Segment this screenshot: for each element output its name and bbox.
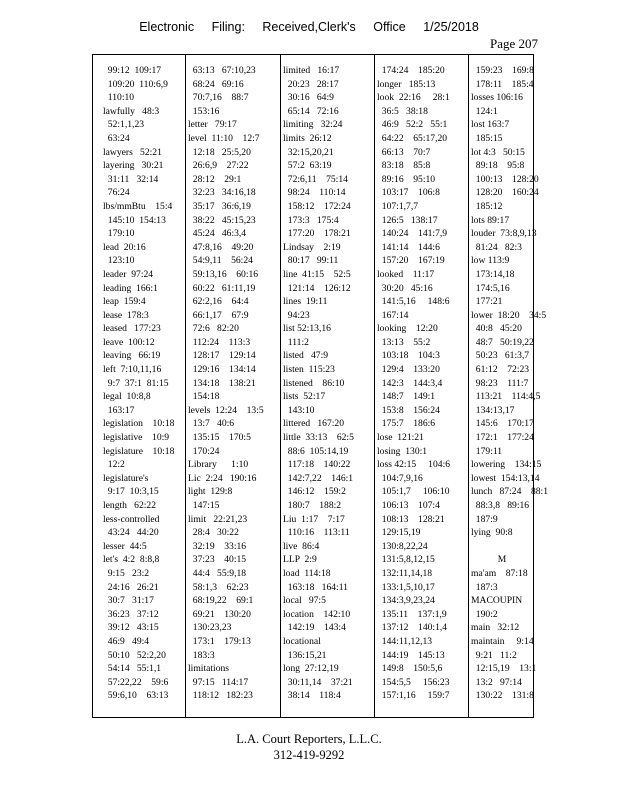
index-entry-line: 36:23 37:12 <box>103 608 159 620</box>
index-entry-line: limits 26:12 <box>283 132 332 144</box>
index-entry-line: 63:24 <box>103 132 130 144</box>
index-entry-line: locational <box>283 635 321 647</box>
index-entry-line: 142:3 144:3,4 <box>377 377 443 389</box>
index-entry-line: 163:18 164:11 <box>283 581 348 593</box>
index-entry-line: 145:10 154:13 <box>103 214 166 226</box>
index-entry-line: 118:12 182:23 <box>188 690 253 702</box>
index-entry-line: looked 11:17 <box>377 268 435 280</box>
index-entry-line: load 114:18 <box>283 567 331 579</box>
index-entry-line: 81:24 82:3 <box>471 241 522 253</box>
index-entry-line: live 86:4 <box>283 540 320 552</box>
index-entry-line: losses 106:16 <box>471 92 523 104</box>
index-entry-line: 68:19,22 69:1 <box>188 595 254 607</box>
index-entry-line: 63:13 67:10,23 <box>188 65 256 76</box>
index-entry-line: 117:18 140:22 <box>283 459 351 471</box>
index-entry-line: 128:20 160:24 <box>471 187 539 199</box>
index-entry-line: 143:10 <box>283 404 315 416</box>
index-entry-line: 76:24 <box>103 187 130 199</box>
index-entry-line: 9:21 11:2 <box>471 649 517 661</box>
index-entry-line: 121:14 126:12 <box>283 282 351 294</box>
index-entry-line: 59:6,10 63:13 <box>103 690 169 702</box>
index-entry-line: listed 47:9 <box>283 350 329 362</box>
index-entry-line: 28:4 30:22 <box>188 527 239 539</box>
index-entry-line: 47:8,16 49:20 <box>188 241 254 253</box>
index-entry-line: 170:24 <box>188 445 220 457</box>
index-entry-line: layering 30:21 <box>103 160 164 172</box>
index-entry-line: limited 16:17 <box>283 65 340 76</box>
index-entry-line: 146:12 159:2 <box>283 486 346 498</box>
index-entry-line: 30:16 64:9 <box>283 92 334 104</box>
index-entry-line: 26:6,9 27:22 <box>188 160 249 172</box>
index-entry-line: 129:4 133:20 <box>377 364 440 376</box>
index-entry-line: location 142:10 <box>283 608 351 620</box>
index-entry-line: 20:23 28:17 <box>283 78 339 90</box>
index-entry-line: 158:12 172:24 <box>283 200 351 212</box>
index-entry-line: 145:6 170:17 <box>471 418 534 430</box>
index-column-2 <box>188 55 276 717</box>
index-entry-line: 140:24 141:7,9 <box>377 228 448 240</box>
header-office: Office <box>373 20 406 34</box>
index-entry-line: louder 73:8,9,13 <box>471 228 537 240</box>
index-entry-line: 89:18 95:8 <box>471 160 525 172</box>
index-entry-line: 129:15,19 <box>377 527 421 539</box>
index-entry-line: 38:22 45:15,23 <box>188 214 256 226</box>
index-entry-line: leave 100:12 <box>103 336 155 348</box>
index-entry-line: 132:11,14,18 <box>377 567 433 579</box>
index-entry-line: 144:11,12,13 <box>377 635 433 647</box>
index-entry-line: Lic 2:24 190:16 <box>188 472 257 484</box>
index-entry-line: 66:1,17 67:9 <box>188 309 249 321</box>
index-entry-line: 62:2,16 64:4 <box>188 296 249 308</box>
index-entry-line: Library 1:10 <box>188 459 249 471</box>
index-entry-line: 32:19 33:16 <box>188 540 247 552</box>
index-entry-line: 112:24 113:3 <box>188 336 251 348</box>
index-entry-line: letter 79:17 <box>188 119 237 131</box>
index-entry-line: 141:14 144:6 <box>377 241 440 253</box>
index-entry-line: 111:2 <box>283 336 309 348</box>
index-entry-line: 172:1 177:24 <box>471 432 534 444</box>
index-entry-line: 149:8 150:5,6 <box>377 663 443 675</box>
index-entry-line: 177:21 <box>471 296 503 308</box>
index-entry-line: legislature's <box>103 472 149 484</box>
index-entry-line: 142:7,22 146:1 <box>283 472 354 484</box>
index-entry-line: 104:7,9,16 <box>377 472 423 484</box>
index-entry-line: 12:15,19 13:1 <box>471 663 537 675</box>
index-entry-line: leaving 66:19 <box>103 350 161 362</box>
index-entry-line: 88:6 105:14,19 <box>283 445 349 457</box>
index-entry-line: 72:6,11 75:14 <box>283 173 348 185</box>
index-entry-line: 46:9 49:4 <box>103 635 150 647</box>
index-entry-line: 113:21 114:4,5 <box>471 391 541 403</box>
index-entry-line: 178:11 185:4 <box>471 78 534 90</box>
index-entry-line: 45:24 46:3,4 <box>188 228 247 240</box>
index-entry-line: 174:24 185:20 <box>377 65 445 76</box>
index-entry-line <box>471 540 533 554</box>
index-entry-line: 46:9 52:2 55:1 <box>377 119 448 131</box>
index-entry-line: limitations <box>188 663 230 675</box>
index-entry-line: low 113:9 <box>471 255 510 267</box>
index-entry-line: Lindsay 2:19 <box>283 241 341 253</box>
index-entry-line: 12:2 <box>103 459 125 471</box>
index-entry-line: leading 166:1 <box>103 282 158 294</box>
index-entry-line: limit 22:21,23 <box>188 513 248 525</box>
index-entry-line: maintain 9:14 <box>471 635 534 647</box>
index-entry-line: 83:18 85:8 <box>377 160 431 172</box>
index-entry-line: lower 18:20 34:5 <box>471 309 547 321</box>
index-entry-line: 180:7 188:2 <box>283 500 342 511</box>
index-entry-line: lots 89:17 <box>471 214 510 226</box>
index-entry-line: 134:13,17 <box>471 404 515 416</box>
column-divider <box>374 55 375 717</box>
index-entry-line: 37:23 40:15 <box>188 554 247 566</box>
index-column-1 <box>103 55 183 717</box>
index-entry-line: M <box>497 554 507 566</box>
index-entry-line: 103:17 106:8 <box>377 187 440 199</box>
index-entry-line: 89:16 95:10 <box>377 173 436 185</box>
index-entry-line: 103:18 104:3 <box>377 350 440 362</box>
index-entry-line: longer 185:13 <box>377 78 436 90</box>
index-entry-line: 30:7 31:17 <box>103 595 154 607</box>
index-entry-line: look 22:16 28:1 <box>377 92 450 104</box>
index-entry-line: loss 42:15 104:6 <box>377 459 451 471</box>
index-entry-line: 173:14,18 <box>471 268 515 280</box>
index-entry-line: level 11:10 12:7 <box>188 132 260 144</box>
index-entry-line: 157:1,16 159:7 <box>377 690 450 702</box>
index-entry-line: 167:14 <box>377 309 409 321</box>
index-entry-line: 173:3 175:4 <box>283 214 339 226</box>
index-entry-line: 174:5,16 <box>471 282 510 294</box>
index-entry-line: lawyers 52:21 <box>103 146 162 158</box>
index-entry-line: 159:23 169:8 <box>471 65 534 76</box>
index-entry-line: 179:10 <box>103 228 135 240</box>
index-entry-line: listened 86:10 <box>283 377 345 389</box>
index-entry-line: 179:11 <box>471 445 503 457</box>
index-entry-line: list 52:13,16 <box>283 323 331 335</box>
index-entry-line: 106:13 107:4 <box>377 500 440 511</box>
index-entry-line: 144:19 145:13 <box>377 649 445 661</box>
index-entry-line: 40:8 45:20 <box>471 323 522 335</box>
index-entry-line: 154:5,5 156:23 <box>377 676 450 688</box>
index-entry-line: losing 130:1 <box>377 445 428 457</box>
index-entry-line: 50:23 61:3,7 <box>471 350 530 362</box>
index-entry-line: 57:22,22 59:6 <box>103 676 169 688</box>
index-entry-line: 135:15 170:5 <box>188 432 251 444</box>
index-entry-line: 147:15 <box>188 500 220 511</box>
index-entry-line: 130:8,22,24 <box>377 540 428 552</box>
index-entry-line: 137:12 140:1,4 <box>377 622 448 634</box>
index-entry-line: lot 4:3 50:15 <box>471 146 525 158</box>
index-entry-line: 173:1 179:13 <box>188 635 251 647</box>
index-entry-line: 50:10 52:2,20 <box>103 649 166 661</box>
index-entry-line: 70:7,16 88:7 <box>188 92 249 104</box>
word-index-frame <box>92 54 549 718</box>
index-entry-line: 177:20 178:21 <box>283 228 351 240</box>
index-entry-line: lesser 44:5 <box>103 540 147 552</box>
index-entry-line: 13:2 97:14 <box>471 676 522 688</box>
index-entry-line: listen 115:23 <box>283 364 335 376</box>
index-entry-line: 153:16 <box>188 105 220 117</box>
index-entry-line: 134:18 138:21 <box>188 377 256 389</box>
index-entry-line: 54:9,11 56:24 <box>188 255 253 267</box>
index-entry-line: 154:18 <box>188 391 220 403</box>
index-entry-line: 31:11 32:14 <box>103 173 159 185</box>
index-entry-line: levels 12:24 13:5 <box>188 404 264 416</box>
index-entry-line: 142:19 143:4 <box>283 622 346 634</box>
index-entry-line: 66:13 70:7 <box>377 146 431 158</box>
index-entry-line: 109:20 110:6,9 <box>103 78 168 90</box>
index-entry-line: lines 19:11 <box>283 296 328 308</box>
index-entry-line: 123:10 <box>103 255 135 267</box>
index-entry-line: 43:24 44:20 <box>103 527 159 539</box>
index-entry-line: 98:24 110:14 <box>283 187 346 199</box>
index-entry-line: 124:1 <box>471 105 498 117</box>
index-entry-line: 94:23 <box>283 309 310 321</box>
index-entry-line: 24:16 26:21 <box>103 581 159 593</box>
index-entry-line: lbs/mmBtu 15:4 <box>103 200 173 212</box>
index-entry-line: 133:1,5,10,17 <box>377 581 435 593</box>
index-entry-line: 135:11 137:1,9 <box>377 608 447 620</box>
index-entry-line: 32:15,20,21 <box>283 146 334 158</box>
column-divider <box>280 55 281 717</box>
column-divider <box>468 55 469 717</box>
index-entry-line: 13:13 55:2 <box>377 336 431 348</box>
index-entry-line: littered 167:20 <box>283 418 345 430</box>
index-entry-line: 175:7 186:6 <box>377 418 436 430</box>
index-entry-line: main 32:12 <box>471 622 520 634</box>
index-entry-line: 28:12 29:1 <box>188 173 242 185</box>
index-entry-line: 9:17 10:3,15 <box>103 486 159 498</box>
index-entry-line: 99:12 109:17 <box>103 65 162 76</box>
index-entry-line: 187:9 <box>471 513 498 525</box>
index-entry-line: 183:3 <box>188 649 215 661</box>
index-entry-line: 129:16 134:14 <box>188 364 256 376</box>
index-entry-line: 35:17 36:6,19 <box>188 200 251 212</box>
index-entry-line: leader 97:24 <box>103 268 154 280</box>
index-entry-line: 54:14 55:1,1 <box>103 663 162 675</box>
header-filing: Filing: <box>211 20 245 34</box>
header-electronic: Electronic <box>139 20 195 34</box>
index-entry-line: 105:1,7 106:10 <box>377 486 450 498</box>
index-entry-line: left 7:10,11,16 <box>103 364 162 376</box>
index-entry-line: lunch 87:24 88:1 <box>471 486 549 498</box>
index-entry-line: length 62:22 <box>103 500 157 511</box>
index-entry-line: 130:23,23 <box>188 622 232 634</box>
filing-stamp-header <box>0 20 618 34</box>
header-date: 1/25/2018 <box>423 20 479 34</box>
index-column-4 <box>377 55 465 717</box>
index-entry-line: 68:24 69:16 <box>188 78 244 90</box>
index-entry-line: line 41:15 52:5 <box>283 268 351 280</box>
index-entry-line: ma'am 87:18 <box>471 567 528 579</box>
index-entry-line: 44:4 55:9,18 <box>188 567 247 579</box>
index-entry-line: 97:15 114:17 <box>188 676 249 688</box>
index-entry-line: 59:13,16 60:16 <box>188 268 259 280</box>
index-entry-line: 64:22 65:17,20 <box>377 132 448 144</box>
index-entry-line: long 27:12,19 <box>283 663 339 675</box>
index-entry-line: limiting 32:24 <box>283 119 343 131</box>
index-entry-line: 30:20 45:16 <box>377 282 433 294</box>
index-entry-line: lease 178:3 <box>103 309 149 321</box>
index-entry-line: 13:7 40:6 <box>188 418 235 430</box>
index-entry-line: lawfully 48:3 <box>103 105 160 117</box>
index-entry-line: less-controlled <box>103 513 160 525</box>
index-entry-line: lowering 134:15 <box>471 459 542 471</box>
index-entry-line: 185:12 <box>471 200 503 212</box>
index-entry-line: little 33:13 62:5 <box>283 432 354 444</box>
index-entry-line: 39:12 43:15 <box>103 622 159 634</box>
index-entry-line: looking 12:20 <box>377 323 438 335</box>
column-divider <box>185 55 186 717</box>
header-received-clerks: Received,Clerk's <box>262 20 356 34</box>
index-entry-line: 9:7 37:1 81:15 <box>103 377 169 389</box>
index-entry-line: legal 10:8,8 <box>103 391 151 403</box>
index-entry-line: 185:15 <box>471 132 503 144</box>
index-entry-line: 134:3,9,23,24 <box>377 595 435 607</box>
index-entry-line: legislative 10:9 <box>103 432 170 444</box>
index-entry-line: 148:7 149:1 <box>377 391 436 403</box>
index-entry-line: Liu 1:17 7:17 <box>283 513 345 525</box>
index-entry-line: 38:14 118:4 <box>283 690 341 702</box>
index-entry-line: legislature 10:18 <box>103 445 175 457</box>
index-entry-line: leased 177:23 <box>103 323 161 335</box>
index-entry-line: 61:12 72:23 <box>471 364 530 376</box>
index-entry-line: 30:11,14 37:21 <box>283 676 353 688</box>
index-entry-line: 136:15,21 <box>283 649 327 661</box>
index-entry-line: lying 90:8 <box>471 527 513 539</box>
index-entry-line: 65:14 72:16 <box>283 105 339 117</box>
index-entry-line: leap 159:4 <box>103 296 146 308</box>
index-entry-line: light 129:8 <box>188 486 233 498</box>
index-entry-line: 57:2 63:19 <box>283 160 332 172</box>
footer-company: L.A. Court Reporters, L.L.C. <box>236 732 382 746</box>
index-entry-line: 72:6 82:20 <box>188 323 239 335</box>
index-entry-line: 32:23 34:16,18 <box>188 187 256 199</box>
index-entry-line: lowest 154:13,14 <box>471 472 540 484</box>
index-entry-line: lead 20:16 <box>103 241 146 253</box>
index-entry-line: 190:2 <box>471 608 498 620</box>
index-entry-line: 100:13 128:20 <box>471 173 539 185</box>
index-entry-line: MACOUPIN <box>471 595 523 607</box>
index-entry-line: 48:7 50:19,22 <box>471 336 534 348</box>
index-entry-line: 108:13 128:21 <box>377 513 445 525</box>
index-entry-line: 107:1,7,7 <box>377 200 419 212</box>
footer-phone: 312-419-9292 <box>273 748 345 762</box>
index-entry-line: 52:1,1,23 <box>103 119 145 131</box>
index-entry-line: 9:15 23:2 <box>103 567 150 579</box>
index-entry-line: 12:18 25:5,20 <box>188 146 251 158</box>
index-entry-line: 130:22 131:8 <box>471 690 534 702</box>
page-number: Page 207 <box>489 36 538 51</box>
index-entry-line: 157:20 167:19 <box>377 255 445 267</box>
index-entry-line: lists 52:17 <box>283 391 326 403</box>
index-entry-line: 128:17 129:14 <box>188 350 256 362</box>
index-entry-line: 88:3,8 89:16 <box>471 500 530 511</box>
index-entry-line: 110:10 <box>103 92 135 104</box>
index-entry-line: 153:8 156:24 <box>377 404 440 416</box>
index-entry-line: 187:3 <box>471 581 498 593</box>
index-entry-line: 110:16 113:11 <box>283 527 350 539</box>
index-entry-line: 69:21 130:20 <box>188 608 251 620</box>
index-entry-line: 98:23 111:7 <box>471 377 529 389</box>
index-entry-line: 36:5 38:18 <box>377 105 428 117</box>
index-entry-line: 163:17 <box>103 404 135 416</box>
index-entry-line: LLP 2:9 <box>283 554 317 566</box>
index-entry-line: 80:17 99:11 <box>283 255 339 267</box>
index-entry-line: local 97:5 <box>283 595 326 607</box>
index-entry-line: 131:5,8,12,15 <box>377 554 435 566</box>
index-entry-line: 58:1,3 62:23 <box>188 581 249 593</box>
index-column-5 <box>471 55 549 717</box>
index-entry-line: 126:5 138:17 <box>377 214 438 226</box>
index-entry-line: lost 163:7 <box>471 119 510 131</box>
index-entry-line: 60:22 61:11,19 <box>188 282 256 294</box>
index-entry-line: lose 121:21 <box>377 432 424 444</box>
index-entry-line: let's 4:2 8:8,8 <box>103 554 160 566</box>
index-column-3 <box>283 55 371 717</box>
index-entry-line: legislation 10:18 <box>103 418 175 430</box>
index-entry-line: 141:5,16 148:6 <box>377 296 450 308</box>
